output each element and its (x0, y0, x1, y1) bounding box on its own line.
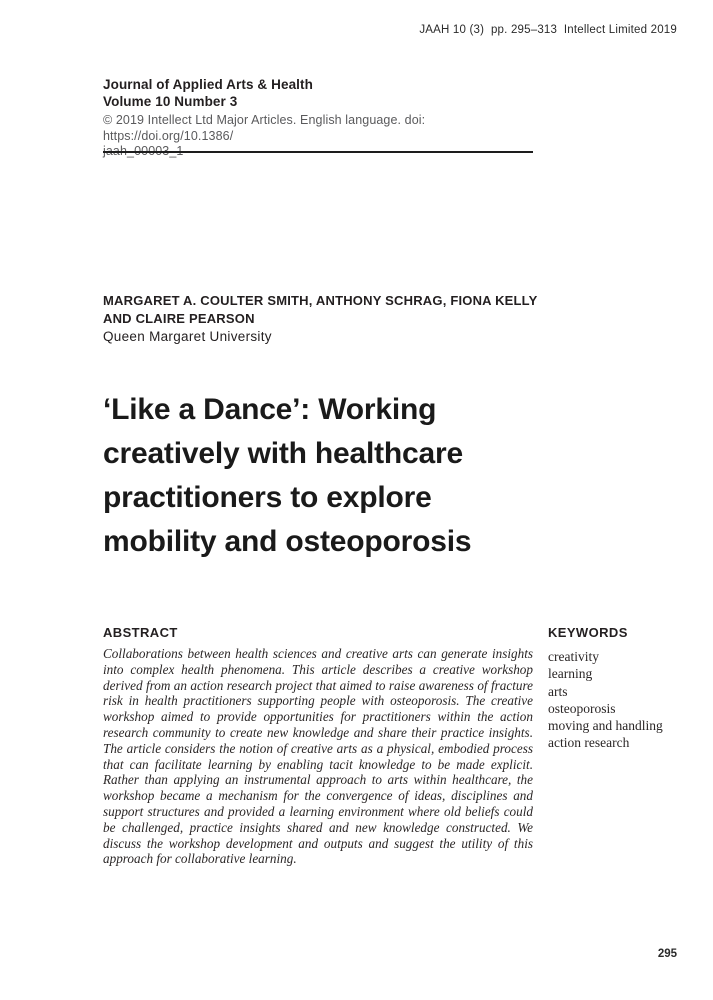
article-title: ‘Like a Dance’: Working creatively with healthcare practitioners to explore mobility and osteoporosis (103, 393, 472, 558)
running-header: JAAH 10 (3) pp. 295–313 Intellect Limited 2019 (419, 24, 677, 36)
copyright-line-1: © 2019 Intellect Ltd Major Articles. English language. doi: https://doi.org/10.1386/ (103, 113, 426, 143)
keyword-item: moving and handling (548, 718, 663, 734)
keyword-item: creativity (548, 649, 599, 664)
copyright-line-2: jaah_00003_1 (103, 144, 184, 158)
author-names: MARGARET A. COULTER SMITH, ANTHONY SCHRAG, FIONA KELLY AND CLAIRE PEARSON (103, 293, 538, 326)
abstract-text: Collaborations between health sciences and creative arts can generate insights into complex health phenomena. This article describes a creative workshop derived from an action research project that aimed to raise awareness of fracture risk in health practitioners supporting people with osteoporosis. The creative workshop aimed to provide opportunities for practitioners within the action research community to create new knowledge and share their practice insights. The article considers the notion of creative arts as a physical, embodied process that can facilitate learning by enabling tacit knowledge to be made explicit. Rather than applying an instrumental approach to arts within healthcare, the workshop became a mechanism for the convergence of ideas, disciplines and support structures and provided a learning environment where old beliefs could be challenged, practice insights shared and new knowledge constructed. We discuss the workshop development and outputs and suggest the utility of this approach for collaborative learning. (103, 646, 533, 867)
keywords-heading: KEYWORDS (548, 625, 628, 640)
page-number: 295 (657, 948, 677, 960)
keyword-item: action research (548, 735, 630, 751)
masthead-divider-rule (103, 151, 533, 153)
journal-title: Journal of Applied Arts & Health (103, 77, 313, 92)
keyword-item: learning (548, 666, 593, 682)
volume-issue: Volume 10 Number 3 (103, 94, 238, 109)
keywords-list (548, 648, 698, 752)
keyword-item: arts (548, 683, 568, 699)
author-affiliation: Queen Margaret University (103, 329, 272, 344)
abstract-heading: ABSTRACT (103, 625, 178, 640)
keyword-item: osteoporosis (548, 700, 616, 716)
